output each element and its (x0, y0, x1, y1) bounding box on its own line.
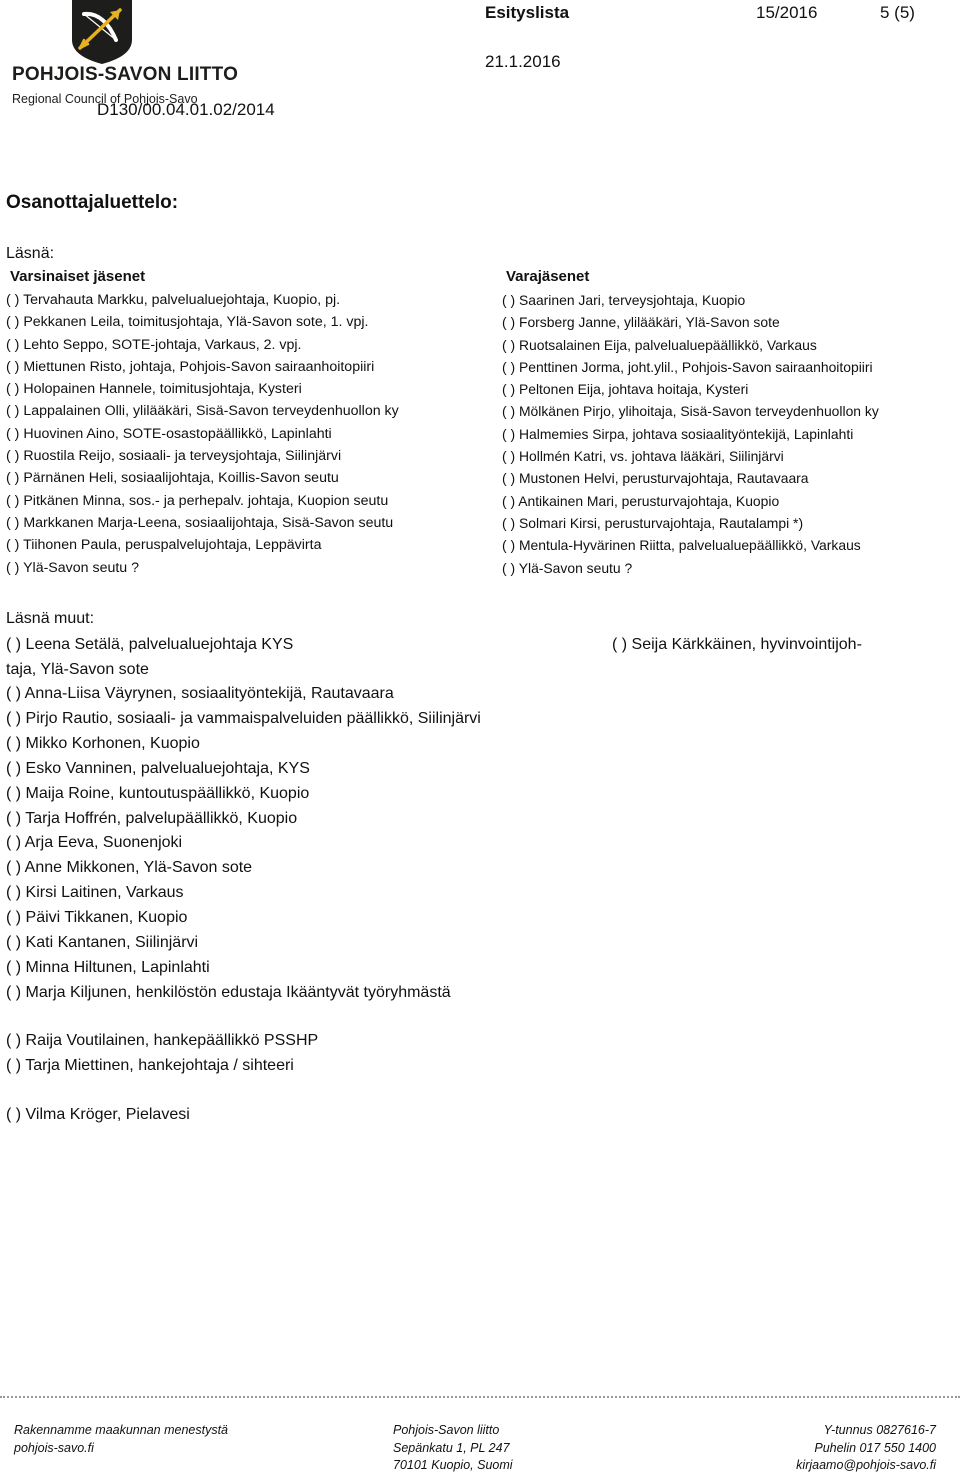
list-item: ( ) Mustonen Helvi, perusturvajohtaja, Rautavaara (502, 470, 809, 487)
others-list-a (6, 682, 481, 1006)
org-name: POHJOIS-SAVON LIITTO (12, 64, 239, 85)
list-item: ( ) Maija Roine, kuntoutuspäällikkö, Kuopio (6, 784, 310, 802)
others-first-wrap: taja, Ylä-Savon sote (6, 661, 149, 678)
list-item: ( ) Esko Vanninen, palvelualuejohtaja, KYS (6, 759, 310, 777)
page-number: 5 (5) (880, 3, 915, 22)
list-item: ( ) Halmemies Sirpa, johtava sosiaalityöntekijä, Lapinlahti (502, 425, 854, 442)
list-item: ( ) Anne Mikkonen, Ylä-Savon sote (6, 859, 253, 877)
footer-website-link[interactable]: pohjois-savo.fi (14, 1440, 94, 1455)
list-item: ( ) Raija Voutilainen, hankepäällikkö PSSHP (6, 1032, 319, 1049)
footer-line: Sepänkatu 1, PL 247 (393, 1440, 510, 1455)
list-item: ( ) Pirjo Rautio, sosiaali- ja vammaispalveluiden päällikkö, Siilinjärvi (6, 709, 481, 727)
document-type: Esityslista (485, 3, 570, 22)
others-first-left: ( ) Leena Setälä, palvelualuejohtaja KYS (6, 636, 294, 653)
members-title: Varsinaiset jäsenet (10, 268, 146, 285)
footer-line: Puhelin 017 550 1400 (814, 1440, 936, 1455)
present-label: Läsnä: (6, 245, 55, 262)
footer-line: 70101 Kuopio, Suomi (393, 1458, 513, 1472)
list-item: ( ) Mentula-Hyvärinen Riitta, palvelualuepäällikkö, Varkaus (502, 537, 861, 554)
footer-address (393, 1422, 513, 1475)
others-first-right: ( ) Seija Kärkkäinen, hyvinvointijoh- (612, 636, 862, 653)
list-item: ( ) Arja Eeva, Suonenjoki (6, 834, 183, 852)
list-item: ( ) Huovinen Aino, SOTE-osastopäällikkö, Lapinlahti (6, 425, 332, 442)
list-item: ( ) Miettunen Risto, johtaja, Pohjois-Savon sairaanhoitopiiri (6, 358, 375, 375)
footer-line: Y-tunnus 0827616-7 (823, 1423, 936, 1437)
deputies-title: Varajäsenet (506, 268, 590, 285)
list-item: ( ) Pitkänen Minna, sos.- ja perhepalv. johtaja, Kuopion seutu (6, 492, 389, 509)
list-item: ( ) Saarinen Jari, terveysjohtaja, Kuopio (502, 292, 746, 308)
list-item: ( ) Tarja Miettinen, hankejohtaja / sihteeri (6, 1056, 294, 1074)
list-item: ( ) Mölkänen Pirjo, ylihoitaja, Sisä-Savon terveydenhuollon ky (502, 403, 879, 420)
footer-contact (796, 1422, 936, 1475)
list-item: ( ) Ruotsalainen Eija, palvelualuepäällikkö, Varkaus (502, 336, 817, 353)
others-list-b (6, 1029, 318, 1079)
list-item: ( ) Holopainen Hannele, toimitusjohtaja, Kysteri (6, 381, 302, 398)
list-item: ( ) Lappalainen Olli, ylilääkäri, Sisä-Savon terveydenhuollon ky (6, 403, 399, 420)
others-list-c (6, 1103, 190, 1128)
footer-divider (0, 1396, 960, 1398)
list-item: ( ) Tervahauta Markku, palvelualuejohtaja, Kuopio, pj. (6, 292, 341, 308)
footer-line: Rakennamme maakunnan menestystä (14, 1423, 229, 1437)
list-item: ( ) Ruostila Reijo, sosiaali- ja terveysjohtaja, Siilinjärvi (6, 448, 342, 465)
list-item: ( ) Pärnänen Heli, sosiaalijohtaja, Koillis-Savon seutu (6, 470, 339, 487)
footer-line: Pohjois-Savon liitto (393, 1423, 500, 1437)
list-item: ( ) Mikko Korhonen, Kuopio (6, 734, 200, 752)
footer-email-link[interactable]: kirjaamo@pohjois-savo.fi (796, 1458, 936, 1472)
footer-slogan (14, 1422, 228, 1457)
list-item: ( ) Pekkanen Leila, toimitusjohtaja, Ylä-Savon sote, 1. vpj. (6, 314, 369, 331)
list-item: ( ) Anna-Liisa Väyrynen, sosiaalityöntekijä, Rautavaara (6, 685, 394, 702)
list-item: ( ) Forsberg Janne, ylilääkäri, Ylä-Savon sote (502, 314, 780, 331)
others-label: Läsnä muut: (6, 610, 95, 627)
list-item: ( ) Ylä-Savon seutu ? (502, 559, 633, 576)
list-item: ( ) Tarja Hoffrén, palvelupäällikkö, Kuopio (6, 809, 298, 827)
document-date: 21.1.2016 (485, 52, 561, 71)
deputies-list (502, 289, 879, 579)
list-item: ( ) Markkanen Marja-Leena, sosiaalijohtaja, Sisä-Savon seutu (6, 514, 394, 531)
bow-and-arrow-emblem-icon (70, 0, 134, 64)
list-item: ( ) Peltonen Eija, johtava hoitaja, Kysteri (502, 381, 749, 398)
org-subtitle: Regional Council of Pohjois-Savo (12, 92, 198, 106)
document-number: 15/2016 (756, 3, 818, 22)
list-item: ( ) Hollmén Katri, vs. johtava lääkäri, Siilinjärvi (502, 448, 784, 465)
document-code: D130/00.04.01.02/2014 (97, 100, 275, 119)
list-item: ( ) Tiihonen Paula, peruspalvelujohtaja, Leppävirta (6, 537, 322, 554)
section-title: Osanottajaluettelo: (6, 192, 179, 213)
list-item: ( ) Solmari Kirsi, perusturvajohtaja, Rautalampi *) (502, 514, 804, 531)
list-item: ( ) Minna Hiltunen, Lapinlahti (6, 958, 210, 976)
list-item: ( ) Kirsi Laitinen, Varkaus (6, 884, 184, 902)
list-item: ( ) Lehto Seppo, SOTE-johtaja, Varkaus, 2. vpj. (6, 336, 302, 353)
members-list (6, 289, 399, 579)
list-item: ( ) Penttinen Jorma, joht.ylil., Pohjois-Savon sairaanhoitopiiri (502, 358, 873, 375)
list-item: ( ) Ylä-Savon seutu ? (6, 559, 140, 576)
list-item: ( ) Päivi Tikkanen, Kuopio (6, 909, 188, 927)
list-item: ( ) Marja Kiljunen, henkilöstön edustaja Ikääntyvät työryhmästä (6, 983, 451, 1001)
list-item: ( ) Antikainen Mari, perusturvajohtaja, Kuopio (502, 492, 780, 509)
list-item: ( ) Vilma Kröger, Pielavesi (6, 1106, 190, 1123)
list-item: ( ) Kati Kantanen, Siilinjärvi (6, 934, 199, 952)
